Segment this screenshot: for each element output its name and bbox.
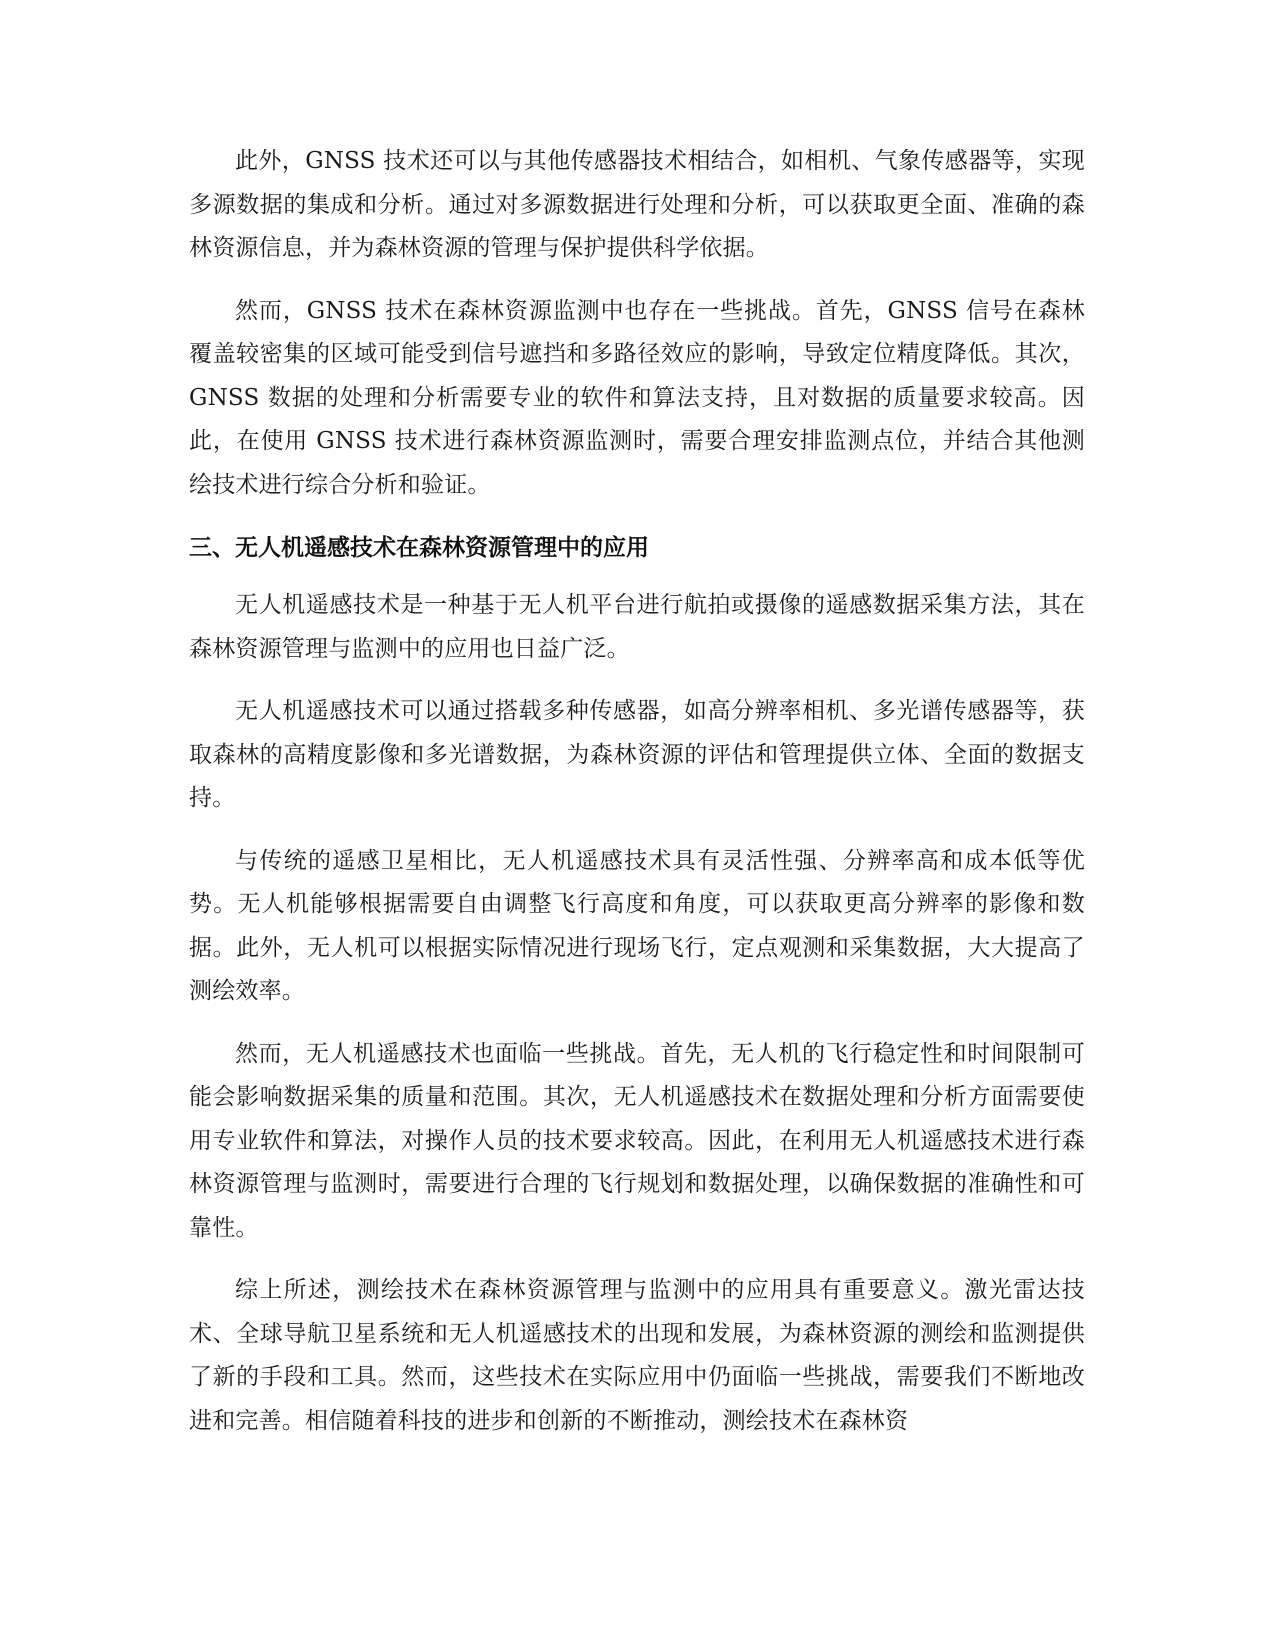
paragraph-summary: 综上所述，测绘技术在森林资源管理与监测中的应用具有重要意义。激光雷达技术、全球导航卫星系统和无人机遥感技术的出现和发展，为森林资源的测绘和监测提供了新的手段和工具。然而，这些技术在实际应用中仍面临一些挑战，需要我们不断地改进和完善。相信随着科技的进步和创新的不断推动，测绘技术在森林资 xyxy=(189,1277,1085,1434)
paragraph-uav-sensors: 无人机遥感技术可以通过搭载多种传感器，如高分辨率相机、多光谱传感器等，获取森林的高精度影像和多光谱数据，为森林资源的评估和管理提供立体、全面的数据支持。 xyxy=(189,698,1085,811)
paragraph-gnss-challenges: 然而，GNSS 技术在森林资源监测中也存在一些挑战。首先，GNSS 信号在森林覆盖较密集的区域可能受到信号遮挡和多路径效应的影响，导致定位精度降低。其次，GNSS 数据的处理和分析需要专业的软件和算法支持，且对数据的质量要求较高。因此，在使用 GNSS 技术进行森林资源监测时，需要合理安排监测点位，并结合其他测绘技术进行综合分析和验证。 xyxy=(189,297,1085,498)
paragraph-gnss-integration: 此外，GNSS 技术还可以与其他传感器技术相结合，如相机、气象传感器等，实现多源数据的集成和分析。通过对多源数据进行处理和分析，可以获取更全面、准确的森林资源信息，并为森林资源的管理与保护提供科学依据。 xyxy=(189,148,1085,261)
section-heading-uav-remote-sensing: 三、无人机遥感技术在森林资源管理中的应用 xyxy=(189,535,649,561)
document-body xyxy=(189,140,1085,1462)
paragraph-uav-intro: 无人机遥感技术是一种基于无人机平台进行航拍或摄像的遥感数据采集方法，其在森林资源管理与监测中的应用也日益广泛。 xyxy=(189,592,1085,662)
paragraph-uav-advantages: 与传统的遥感卫星相比，无人机遥感技术具有灵活性强、分辨率高和成本低等优势。无人机能够根据需要自由调整飞行高度和角度，可以获取更高分辨率的影像和数据。此外，无人机可以根据实际情况进行现场飞行，定点观测和采集数据，大大提高了测绘效率。 xyxy=(189,847,1085,1004)
paragraph-uav-challenges: 然而，无人机遥感技术也面临一些挑战。首先，无人机的飞行稳定性和时间限制可能会影响数据采集的质量和范围。其次，无人机遥感技术在数据处理和分析方面需要使用专业软件和算法，对操作人员的技术要求较高。因此，在利用无人机遥感技术进行森林资源管理与监测时，需要进行合理的飞行规划和数据处理，以确保数据的准确性和可靠性。 xyxy=(189,1040,1085,1241)
